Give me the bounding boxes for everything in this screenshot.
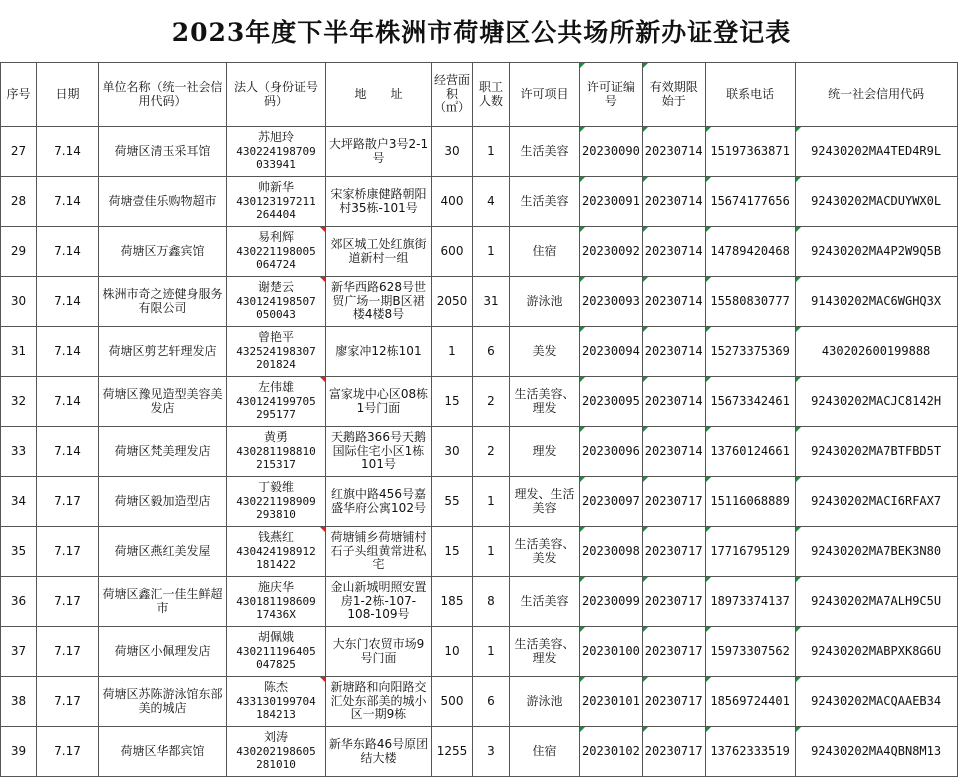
cell-area: 30 <box>432 427 473 477</box>
cell-seq: 27 <box>1 127 37 177</box>
cell-legal-person <box>227 277 326 327</box>
cell-phone: 15197363871 <box>705 127 795 177</box>
table-row <box>1 727 958 777</box>
cell-valid-from: 20230714 <box>642 377 705 427</box>
cell-license-no: 20230095 <box>580 377 643 427</box>
cell-address: 新华西路628号世贸广场一期B区裙楼4楼8号 <box>326 277 432 327</box>
cell-staff: 31 <box>473 277 510 327</box>
registration-table <box>0 62 958 777</box>
id-number: 432524198307201824 <box>236 344 316 372</box>
cell-license-no: 20230096 <box>580 427 643 477</box>
cell-date: 7.17 <box>37 627 99 677</box>
legal-person-name: 谢楚云 <box>257 280 294 295</box>
header-phone: 联系电话 <box>705 63 795 127</box>
cell-permit-item: 生活美容、美发 <box>510 527 580 577</box>
cell-date: 7.14 <box>37 327 99 377</box>
cell-unit-name: 荷塘区清玉采耳馆 <box>99 127 227 177</box>
cell-seq: 38 <box>1 677 37 727</box>
cell-credit-code: 92430202MACQAAEB34 <box>795 677 957 727</box>
cell-address: 大坪路散户3号2-1号 <box>326 127 432 177</box>
id-number: 433130199704184213 <box>236 694 316 722</box>
cell-legal-person <box>227 527 326 577</box>
cell-credit-code: 92430202MA7BEK3N80 <box>795 527 957 577</box>
cell-seq: 37 <box>1 627 37 677</box>
cell-phone: 17716795129 <box>705 527 795 577</box>
cell-legal-person <box>227 227 326 277</box>
cell-credit-code: 92430202MACDUYWX0L <box>795 177 957 227</box>
header-staff: 职工人数 <box>473 63 510 127</box>
legal-person-name: 曾艳平 <box>257 330 294 345</box>
header-date: 日期 <box>37 63 99 127</box>
cell-permit-item: 理发 <box>510 427 580 477</box>
cell-license-no: 20230092 <box>580 227 643 277</box>
cell-credit-code: 92430202MA4QBN8M13 <box>795 727 957 777</box>
cell-seq: 39 <box>1 727 37 777</box>
id-number: 430281198810215317 <box>236 444 316 472</box>
header-seq: 序号 <box>1 63 37 127</box>
cell-staff: 6 <box>473 327 510 377</box>
table-row <box>1 327 958 377</box>
cell-legal-person <box>227 627 326 677</box>
table-row <box>1 577 958 627</box>
cell-permit-item: 生活美容 <box>510 577 580 627</box>
cell-date: 7.14 <box>37 427 99 477</box>
legal-person-name: 帅新华 <box>257 180 294 195</box>
cell-permit-item: 生活美容、理发 <box>510 627 580 677</box>
cell-phone: 13760124661 <box>705 427 795 477</box>
cell-seq: 36 <box>1 577 37 627</box>
header-permit-item: 许可项目 <box>510 63 580 127</box>
cell-seq: 32 <box>1 377 37 427</box>
legal-person-name: 钱燕红 <box>257 530 294 545</box>
cell-date: 7.17 <box>37 727 99 777</box>
cell-date: 7.14 <box>37 377 99 427</box>
cell-area: 10 <box>432 627 473 677</box>
cell-address: 红旗中路456号嘉盛华府公寓102号 <box>326 477 432 527</box>
cell-date: 7.14 <box>37 127 99 177</box>
table-row <box>1 527 958 577</box>
cell-unit-name: 株洲市奇之迹健身服务有限公司 <box>99 277 227 327</box>
cell-permit-item: 住宿 <box>510 227 580 277</box>
header-legal-person: 法人（身份证号码） <box>227 63 326 127</box>
cell-unit-name: 荷塘区小佩理发店 <box>99 627 227 677</box>
id-number: 43018119860917436X <box>236 594 316 622</box>
id-number: 430224198709033941 <box>236 144 316 172</box>
cell-phone: 13762333519 <box>705 727 795 777</box>
cell-credit-code: 92430202MA4TED4R9L <box>795 127 957 177</box>
cell-phone: 15973307562 <box>705 627 795 677</box>
header-valid-from: 有效期限始于 <box>642 63 705 127</box>
cell-valid-from: 20230717 <box>642 577 705 627</box>
cell-unit-name: 荷塘区豫见造型美容美发店 <box>99 377 227 427</box>
cell-address: 新塘路和向阳路交汇处东部美的城小区一期9栋 <box>326 677 432 727</box>
cell-date: 7.17 <box>37 677 99 727</box>
cell-area: 500 <box>432 677 473 727</box>
table-row <box>1 627 958 677</box>
cell-area: 1255 <box>432 727 473 777</box>
cell-valid-from: 20230717 <box>642 527 705 577</box>
cell-credit-code: 92430202MACJC8142H <box>795 377 957 427</box>
header-row <box>1 63 958 127</box>
cell-legal-person <box>227 327 326 377</box>
cell-staff: 1 <box>473 477 510 527</box>
cell-date: 7.14 <box>37 277 99 327</box>
cell-permit-item: 生活美容 <box>510 127 580 177</box>
cell-legal-person <box>227 577 326 627</box>
id-number: 430221198005064724 <box>236 244 316 272</box>
cell-seq: 35 <box>1 527 37 577</box>
cell-staff: 8 <box>473 577 510 627</box>
cell-phone: 14789420468 <box>705 227 795 277</box>
id-number: 430124198507050043 <box>236 294 316 322</box>
cell-area: 15 <box>432 377 473 427</box>
cell-license-no: 20230101 <box>580 677 643 727</box>
cell-credit-code: 92430202MACI6RFAX7 <box>795 477 957 527</box>
table-row <box>1 477 958 527</box>
cell-area: 400 <box>432 177 473 227</box>
cell-area: 15 <box>432 527 473 577</box>
cell-date: 7.17 <box>37 477 99 527</box>
cell-seq: 34 <box>1 477 37 527</box>
id-number: 430202198605281010 <box>236 744 316 772</box>
cell-license-no: 20230093 <box>580 277 643 327</box>
cell-staff: 2 <box>473 377 510 427</box>
cell-permit-item: 生活美容 <box>510 177 580 227</box>
table-row <box>1 127 958 177</box>
cell-date: 7.17 <box>37 527 99 577</box>
cell-unit-name: 荷塘区燕红美发屋 <box>99 527 227 577</box>
cell-unit-name: 荷塘区梵美理发店 <box>99 427 227 477</box>
id-number: 430124199705295177 <box>236 394 316 422</box>
cell-credit-code: 92430202MABPXK8G6U <box>795 627 957 677</box>
legal-person-name: 胡佩娥 <box>257 630 294 645</box>
cell-area: 55 <box>432 477 473 527</box>
cell-staff: 6 <box>473 677 510 727</box>
cell-phone: 18973374137 <box>705 577 795 627</box>
cell-unit-name: 荷塘壹佳乐购物超市 <box>99 177 227 227</box>
cell-area: 2050 <box>432 277 473 327</box>
cell-staff: 1 <box>473 527 510 577</box>
cell-credit-code: 92430202MA7ALH9C5U <box>795 577 957 627</box>
legal-person-name: 施庆华 <box>257 580 294 595</box>
legal-person-name: 丁毅维 <box>257 480 294 495</box>
cell-address: 天鹅路366号天鹅国际住宅小区1栋101号 <box>326 427 432 477</box>
cell-staff: 1 <box>473 127 510 177</box>
cell-date: 7.17 <box>37 577 99 627</box>
cell-phone: 18569724401 <box>705 677 795 727</box>
cell-area: 600 <box>432 227 473 277</box>
header-credit-code: 统一社会信用代码 <box>795 63 957 127</box>
legal-person-name: 陈杰 <box>263 680 288 695</box>
cell-license-no: 20230091 <box>580 177 643 227</box>
cell-staff: 3 <box>473 727 510 777</box>
table-row <box>1 377 958 427</box>
cell-unit-name: 荷塘区华都宾馆 <box>99 727 227 777</box>
cell-legal-person <box>227 727 326 777</box>
cell-permit-item: 美发 <box>510 327 580 377</box>
cell-staff: 1 <box>473 227 510 277</box>
cell-credit-code: 91430202MAC6WGHQ3X <box>795 277 957 327</box>
cell-valid-from: 20230714 <box>642 327 705 377</box>
cell-credit-code: 92430202MA4P2W9Q5B <box>795 227 957 277</box>
cell-valid-from: 20230714 <box>642 227 705 277</box>
id-number: 430424198912181422 <box>236 544 316 572</box>
header-address: 地 址 <box>326 63 432 127</box>
legal-person-name: 易利辉 <box>257 230 294 245</box>
cell-address: 宋家桥康健路朝阳村35栋-101号 <box>326 177 432 227</box>
header-license-no: 许可证编号 <box>580 63 643 127</box>
legal-person-name: 苏旭玲 <box>257 130 294 145</box>
cell-legal-person <box>227 427 326 477</box>
table-row <box>1 177 958 227</box>
cell-phone: 15674177656 <box>705 177 795 227</box>
legal-person-name: 黄勇 <box>263 430 288 445</box>
cell-phone: 15580830777 <box>705 277 795 327</box>
cell-valid-from: 20230717 <box>642 677 705 727</box>
cell-address: 郊区城工处红旗街道新村一组 <box>326 227 432 277</box>
cell-phone: 15673342461 <box>705 377 795 427</box>
cell-phone: 15116068889 <box>705 477 795 527</box>
cell-staff: 2 <box>473 427 510 477</box>
cell-permit-item: 理发、生活美容 <box>510 477 580 527</box>
cell-valid-from: 20230714 <box>642 277 705 327</box>
table-row <box>1 227 958 277</box>
cell-address: 大东门农贸市场9号门面 <box>326 627 432 677</box>
cell-license-no: 20230099 <box>580 577 643 627</box>
cell-valid-from: 20230717 <box>642 477 705 527</box>
cell-license-no: 20230097 <box>580 477 643 527</box>
cell-area: 185 <box>432 577 473 627</box>
cell-permit-item: 生活美容、理发 <box>510 377 580 427</box>
cell-permit-item: 游泳池 <box>510 277 580 327</box>
cell-address: 荷塘铺乡荷塘铺村石子头组黄常进私宅 <box>326 527 432 577</box>
cell-seq: 29 <box>1 227 37 277</box>
cell-unit-name: 荷塘区万鑫宾馆 <box>99 227 227 277</box>
cell-seq: 30 <box>1 277 37 327</box>
id-number: 430211196405047825 <box>236 644 316 672</box>
cell-area: 1 <box>432 327 473 377</box>
cell-permit-item: 游泳池 <box>510 677 580 727</box>
cell-license-no: 20230102 <box>580 727 643 777</box>
cell-unit-name: 荷塘区鑫汇一佳生鲜超市 <box>99 577 227 627</box>
cell-permit-item: 住宿 <box>510 727 580 777</box>
cell-credit-code: 430202600199888 <box>795 327 957 377</box>
cell-staff: 1 <box>473 627 510 677</box>
legal-person-name: 刘涛 <box>263 730 288 745</box>
cell-seq: 28 <box>1 177 37 227</box>
cell-license-no: 20230090 <box>580 127 643 177</box>
cell-date: 7.14 <box>37 227 99 277</box>
cell-credit-code: 92430202MA7BTFBD5T <box>795 427 957 477</box>
table-row <box>1 677 958 727</box>
cell-unit-name: 荷塘区剪艺轩理发店 <box>99 327 227 377</box>
cell-legal-person <box>227 377 326 427</box>
cell-legal-person <box>227 477 326 527</box>
header-unit-name: 单位名称（统一社会信用代码） <box>99 63 227 127</box>
cell-valid-from: 20230714 <box>642 127 705 177</box>
cell-legal-person <box>227 127 326 177</box>
cell-legal-person <box>227 177 326 227</box>
cell-license-no: 20230100 <box>580 627 643 677</box>
cell-area: 30 <box>432 127 473 177</box>
cell-staff: 4 <box>473 177 510 227</box>
id-number: 430123197211264404 <box>236 194 316 222</box>
cell-address: 富家垅中心区08栋1号门面 <box>326 377 432 427</box>
table-row <box>1 427 958 477</box>
cell-seq: 31 <box>1 327 37 377</box>
cell-valid-from: 20230717 <box>642 727 705 777</box>
cell-legal-person <box>227 677 326 727</box>
cell-valid-from: 20230717 <box>642 627 705 677</box>
cell-unit-name: 荷塘区毅加造型店 <box>99 477 227 527</box>
cell-license-no: 20230094 <box>580 327 643 377</box>
cell-seq: 33 <box>1 427 37 477</box>
table-body <box>1 127 958 777</box>
id-number: 430221198909293810 <box>236 494 316 522</box>
table-row <box>1 277 958 327</box>
cell-license-no: 20230098 <box>580 527 643 577</box>
cell-valid-from: 20230714 <box>642 177 705 227</box>
cell-phone: 15273375369 <box>705 327 795 377</box>
cell-address: 金山新城明照安置房1-2栋-107-108-109号 <box>326 577 432 627</box>
cell-unit-name: 荷塘区苏陈游泳馆东部美的城店 <box>99 677 227 727</box>
cell-date: 7.14 <box>37 177 99 227</box>
cell-address: 新华东路46号原团结大楼 <box>326 727 432 777</box>
cell-address: 廖家冲12栋101 <box>326 327 432 377</box>
header-area: 经营面积（㎡） <box>432 63 473 127</box>
page-title: 2023年度下半年株洲市荷塘区公共场所新办证登记表 <box>171 18 792 47</box>
cell-valid-from: 20230714 <box>642 427 705 477</box>
legal-person-name: 左伟雄 <box>257 380 294 395</box>
